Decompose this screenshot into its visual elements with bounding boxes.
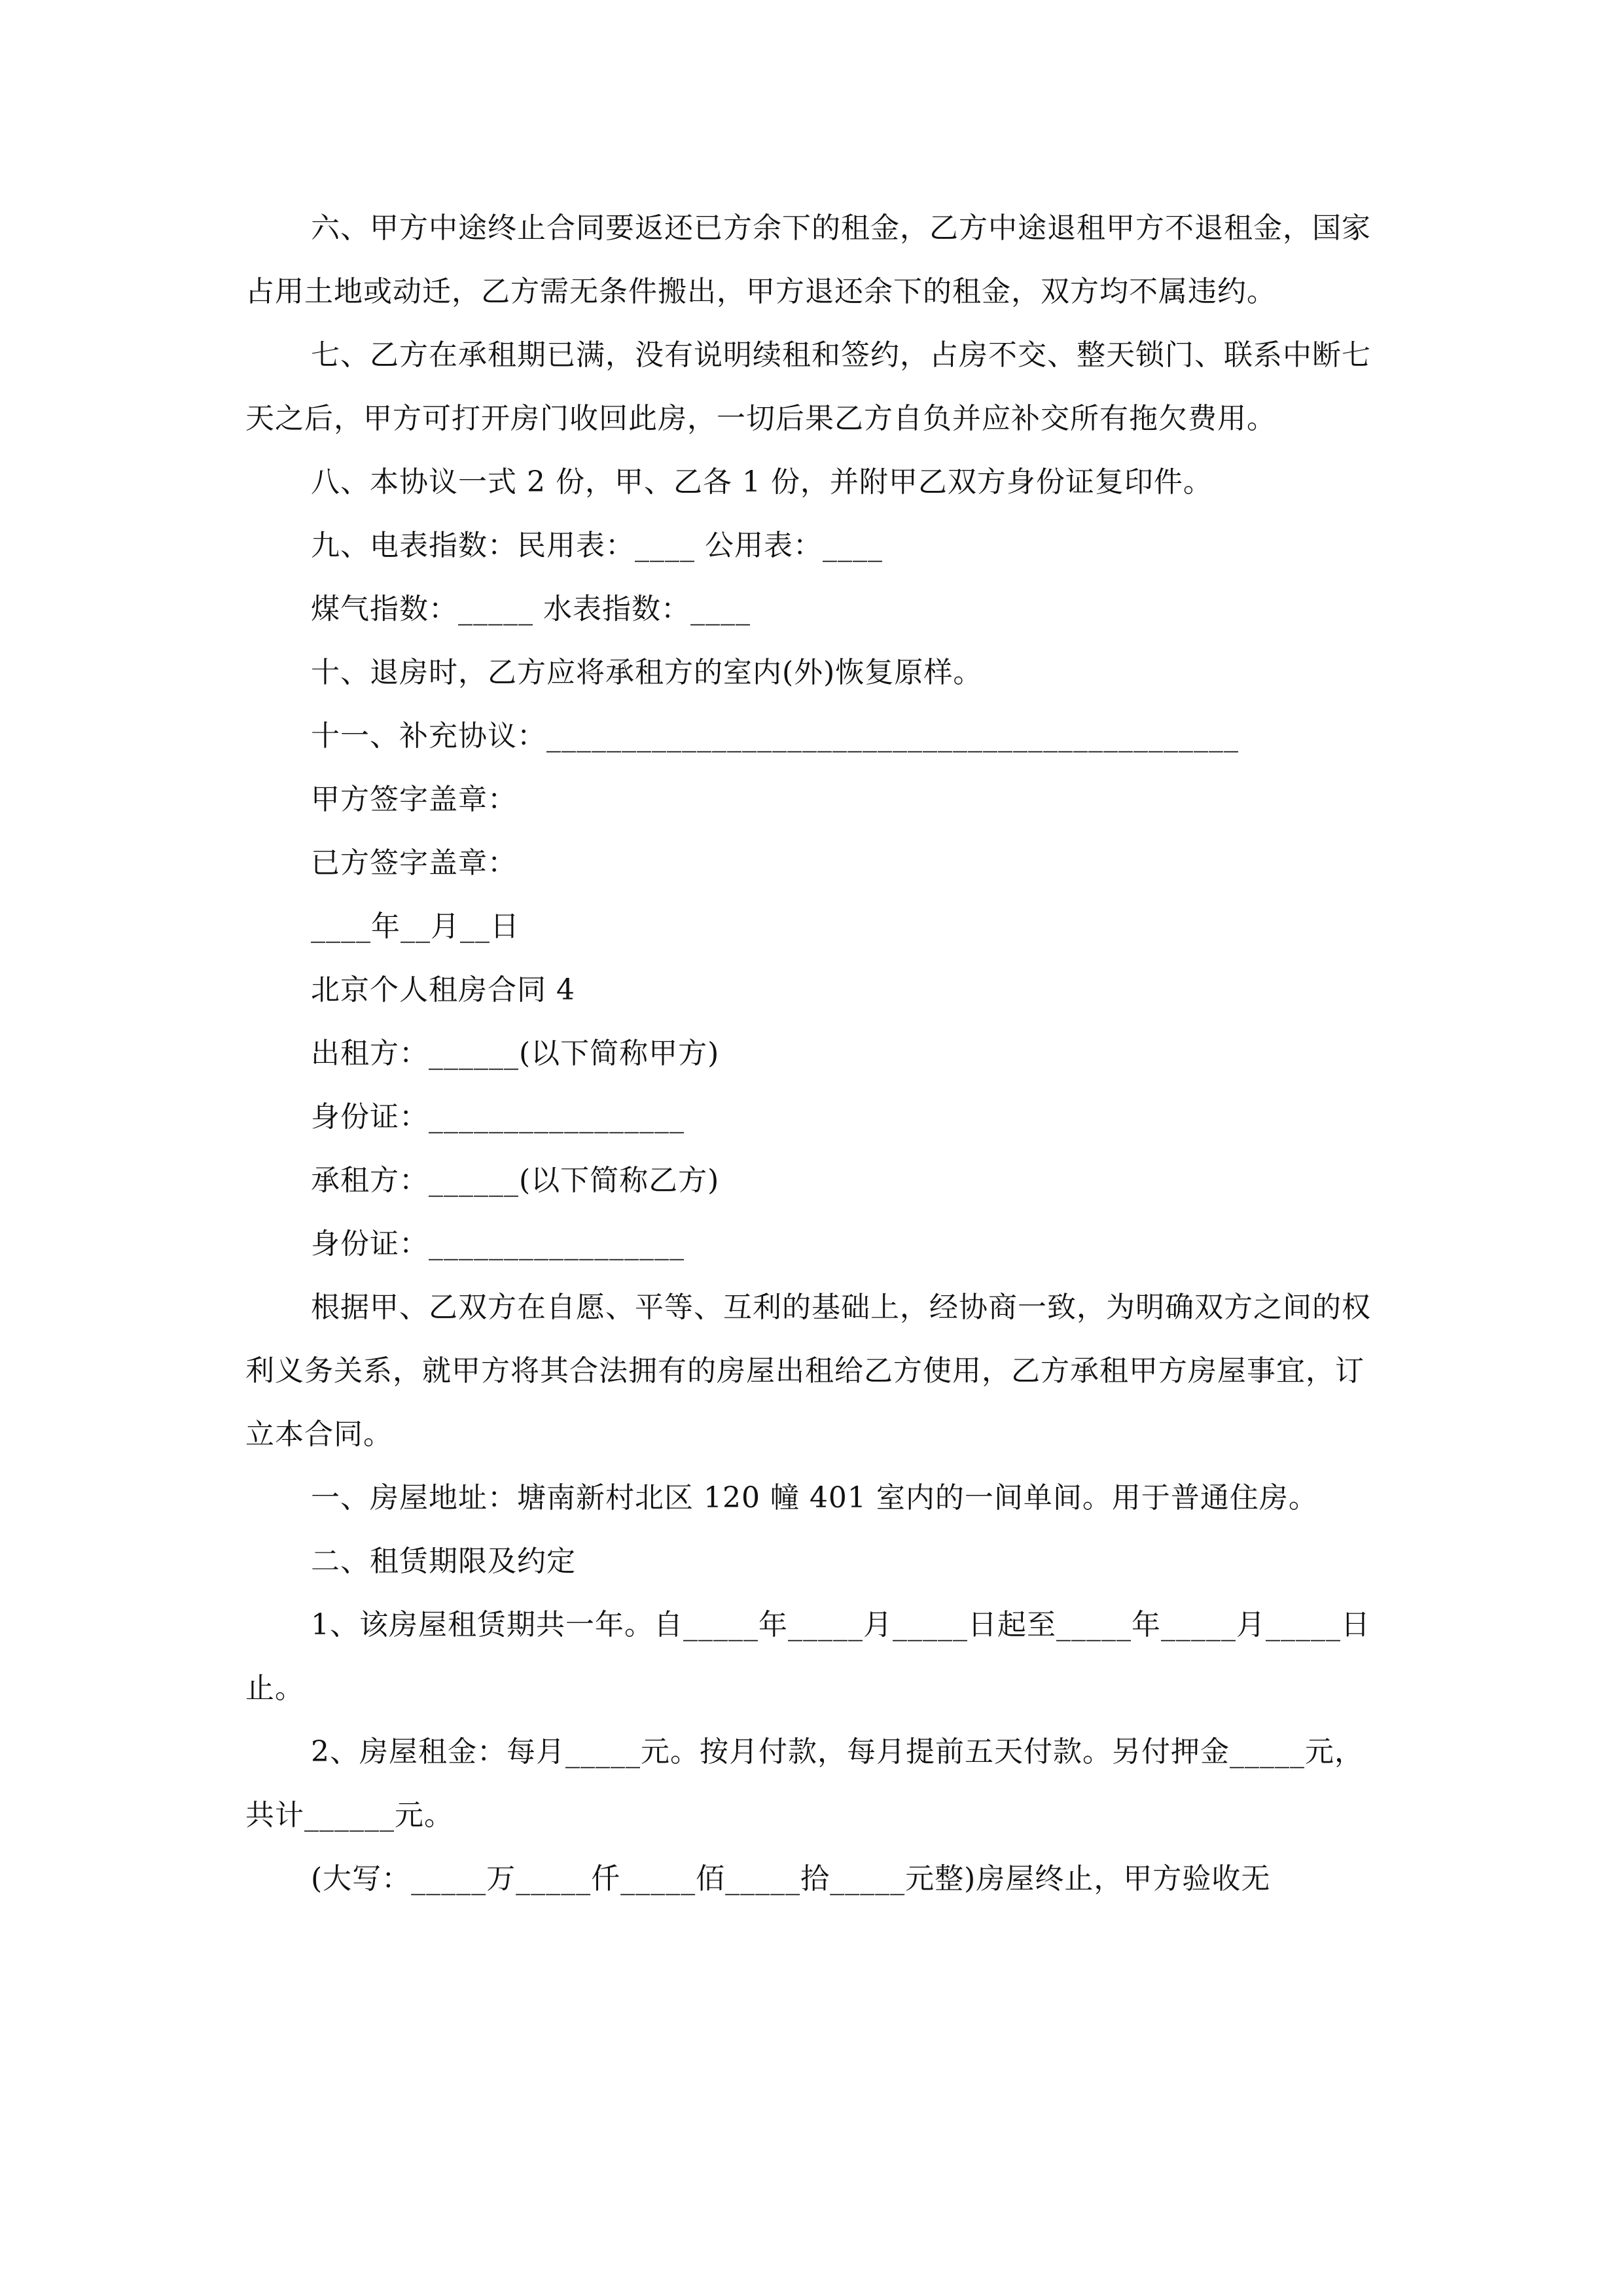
clause-10: 十、退房时，乙方应将承租方的室内(外)恢复原样。 xyxy=(311,656,983,689)
clause-6: 六、甲方中途终止合同要返还已方余下的租金，乙方中途退租甲方不退租金，国家占用土地或动迁，乙方需无条件搬出，甲方退还余下的租金，双方均不属违约。 xyxy=(245,211,1371,308)
clause-11-supplement: 十一、补充协议：______________________________________________ xyxy=(311,719,1239,753)
lessor-line: 出租方：______(以下简称甲方) xyxy=(311,1037,720,1070)
clause-8: 八、本协议一式 2 份，甲、乙各 1 份，并附甲乙双方身份证复印件。 xyxy=(311,465,1213,499)
signing-date: ____年__月__日 xyxy=(311,910,520,943)
clause-2-term: 1、该房屋租赁期共一年。自_____年_____月_____日起至_____年_____月_____日止。 xyxy=(245,1608,1370,1705)
party-b-signature: 已方签字盖章： xyxy=(311,846,517,880)
lessor-id-line: 身份证：_________________ xyxy=(311,1100,685,1134)
clause-9-meter: 九、电表指数：民用表：____ 公用表：____ xyxy=(311,529,883,562)
party-a-signature: 甲方签字盖章： xyxy=(311,783,517,816)
clause-1-address: 一、房屋地址：塘南新村北区 120 幢 401 室内的一间单间。用于普通住房。 xyxy=(311,1481,1318,1515)
clause-2-rent: 2、房屋租金：每月_____元。按月付款，每月提前五天付款。另付押金_____元，共计______元。 xyxy=(245,1735,1364,1832)
clause-9-gas-water: 煤气指数：_____ 水表指数：____ xyxy=(311,592,751,626)
contract-4-title: 北京个人租房合同 4 xyxy=(311,973,575,1007)
clause-7: 七、乙方在承租期已满，没有说明续租和签约，占房不交、整天锁门、联系中断七天之后，甲方可打开房门收回此房，一切后果乙方自负并应补交所有拖欠费用。 xyxy=(245,338,1371,435)
lessee-id-line: 身份证：_________________ xyxy=(311,1227,685,1261)
clause-2-amount-words: (大写：_____万_____仟_____佰_____拾_____元整)房屋终止，甲方验收无 xyxy=(311,1862,1271,1895)
lessee-line: 承租方：______(以下简称乙方) xyxy=(311,1164,720,1197)
intro-paragraph: 根据甲、乙双方在自愿、平等、互利的基础上，经协商一致，为明确双方之间的权利义务关系，就甲方将其合法拥有的房屋出租给乙方使用，乙方承租甲方房屋事宜，订立本合同。 xyxy=(245,1291,1371,1451)
clause-2-heading: 二、租赁期限及约定 xyxy=(311,1545,576,1578)
contract-body xyxy=(245,196,1384,1910)
